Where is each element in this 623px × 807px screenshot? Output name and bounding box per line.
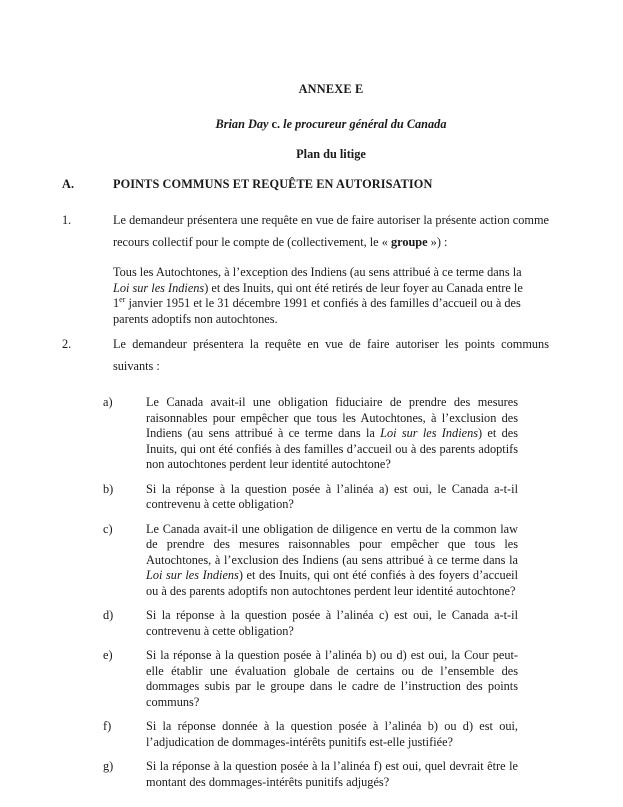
- item-row-e: [103, 648, 549, 710]
- paragraph-text: Le demandeur présentera une requête en vue de faire autoriser la présente action comme recours collectif pour le compte de (collectivement, le « groupe ») :: [113, 213, 549, 249]
- item-row-d: [103, 608, 549, 639]
- section-label: A.: [62, 177, 75, 191]
- item-letter: c): [103, 521, 113, 536]
- annexe-title: ANNEXE E: [298, 82, 364, 96]
- paragraph-text: Le demandeur présentera la requête en vue de faire autoriser les points communs suivants :: [113, 337, 549, 373]
- item-row-b: [103, 482, 549, 513]
- item-text: Si la réponse à la question posée à la l’alinéa f) est oui, quel devrait être le montant des dommages-intérêts punitifs adjugés?: [146, 759, 518, 789]
- item-letter: b): [103, 481, 114, 496]
- document-content: [62, 82, 549, 790]
- paragraph-number: 1.: [62, 213, 72, 227]
- item-text: Le Canada avait-il une obligation fiduciaire de prendre des mesures raisonnables pour empêcher que tous les Autochtones, à l’exclusion des Indiens (au sens attribué à ce terme dans la Loi sur les Indiens) et des Inuits, qui ont été confiés à des familles d’accueil ou à des parents adoptifs non autochtones perdent leur identité autochtone?: [146, 395, 518, 471]
- item-text: Si la réponse donnée à la question posée à l’alinéa b) ou d) est oui, l’adjudication de dommages-intérêts punitifs est-elle justifiée?: [146, 719, 518, 749]
- item-letter: f): [103, 719, 112, 733]
- case-title: Brian Day c. le procureur général du Canada: [215, 117, 447, 131]
- item-letter: e): [103, 648, 113, 662]
- item-text: Si la réponse à la question posée à l’alinéa a) est oui, le Canada a-t-il contrevenu à cette obligation?: [146, 481, 518, 511]
- class-definition-quote: Tous les Autochtones, à l’exception des Indiens (au sens attribué à ce terme dans la Loi sur les Indiens) et des Inuits, qui ont été retirés de leur foyer au Canada entre le 1er janvier 1951 et le 31 décembre 1991 et confiés à des familles d’accueil ou à des parents adoptifs non autochtones.: [113, 265, 523, 326]
- item-text: Si la réponse à la question posée à l’alinéa c) est oui, le Canada a-t-il contrevenu à cette obligation?: [146, 608, 518, 638]
- item-letter: g): [103, 759, 114, 773]
- document-subtitle: Plan du litige: [296, 147, 366, 161]
- section-title: POINTS COMMUNS ET REQUÊTE EN AUTORISATION: [113, 177, 433, 191]
- paragraph-row-2: [62, 333, 549, 377]
- item-row-a: [103, 395, 549, 473]
- item-text: Le Canada avait-il une obligation de diligence en vertu de la common law de prendre des mesures raisonnables pour empêcher que tous les Autochtones, à l’exclusion des Indiens (au sens attribué à ce terme dans la Loi sur les Indiens) et des Inuits, qui ont été confiés à des foyers d’accueil ou à des parents adoptifs non autochtones perdent leur identité autochtone?: [146, 521, 518, 598]
- item-letter: a): [103, 395, 113, 409]
- item-row-f: [103, 719, 549, 750]
- paragraph-number: 2.: [62, 337, 72, 351]
- item-text: Si la réponse à la question posée à l’alinéa b) ou d) est oui, la Cour peut-elle établir une évaluation globale de certains ou de l’ensemble des dommages subis par le groupe dans le cadre de l’instruction des points communs?: [146, 648, 518, 709]
- section-a-heading: [62, 177, 549, 192]
- item-row-c: [103, 522, 549, 600]
- item-row-g: [103, 759, 549, 790]
- paragraph-row-1: [62, 209, 549, 253]
- item-letter: d): [103, 608, 114, 622]
